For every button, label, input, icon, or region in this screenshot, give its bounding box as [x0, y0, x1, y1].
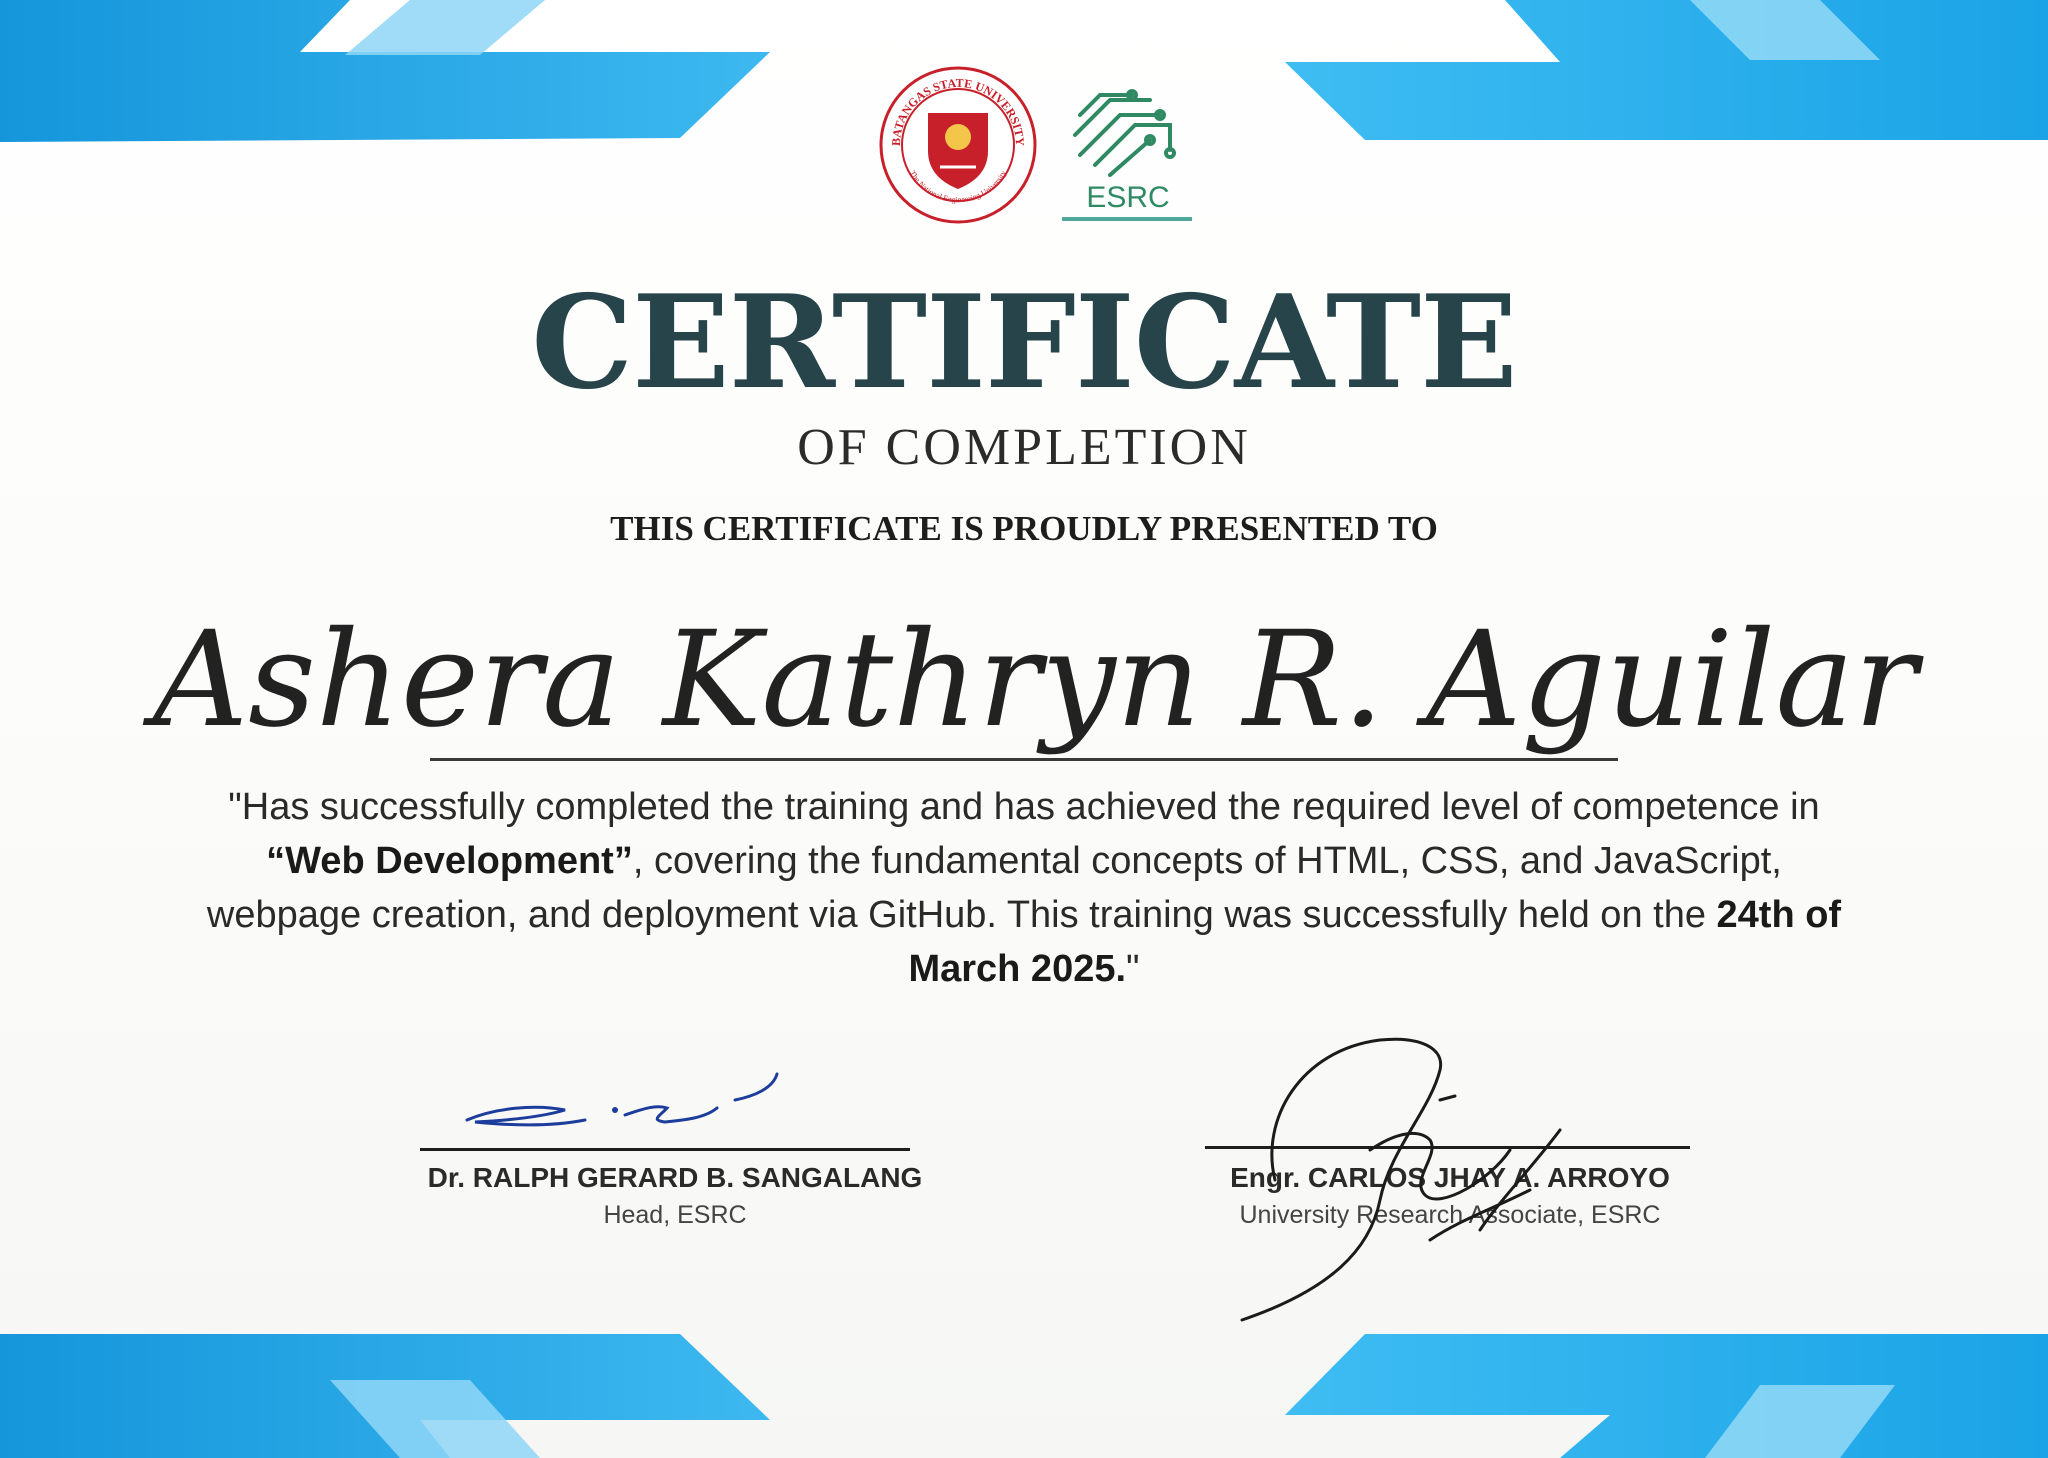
signatory-2-role: University Research Associate, ESRC [1239, 1201, 1661, 1229]
logos [870, 55, 1200, 235]
statement-course: “Web Development” [266, 840, 633, 882]
statement-part1: "Has successfully completed the training and has achieved the required level of competence in [228, 786, 1820, 828]
esrc-circuit-icon [1075, 91, 1174, 175]
seal-arc-text: BATANGAS STATE UNIVERSITY [888, 75, 1028, 147]
signatory-1-role: Head, ESRC [603, 1201, 747, 1229]
university-seal-icon [881, 68, 1035, 222]
seal-tagline-text: The National Engineering University [907, 169, 1009, 205]
signatory-2-name: Engr. CARLOS JHAY A. ARROYO [1230, 1162, 1670, 1193]
recipient-name: Ashera Kathryn R. Aguilar [152, 603, 1918, 757]
statement-date: 24th of March 2025. [908, 894, 1842, 990]
recipient-name-underline [430, 758, 1618, 761]
statement-end: " [1126, 948, 1140, 990]
certificate-subtitle: OF COMPLETION [797, 419, 1251, 476]
presented-to-line: THIS CERTIFICATE IS PROUDLY PRESENTED TO [610, 509, 1438, 548]
statement-part2: , covering the fundamental concepts of HTML, CSS, and JavaScript, webpage creation, and deployment via GitHub. This training was successfully held on the [206, 840, 1782, 936]
completion-statement [200, 780, 1848, 996]
certificate-title: CERTIFICATE [531, 268, 1517, 418]
corner-band-bottom-right [1285, 1334, 2048, 1458]
signature-1 [455, 1060, 795, 1140]
corner-stripe-top-left [345, 0, 545, 55]
signature-2 [1230, 1030, 1650, 1330]
esrc-underline [1062, 217, 1192, 221]
esrc-label: ESRC [1086, 181, 1170, 214]
corner-band-top-right [1285, 0, 2048, 140]
signature-line-1 [420, 1148, 910, 1151]
signatory-1-name: Dr. RALPH GERARD B. SANGALANG [427, 1162, 923, 1193]
